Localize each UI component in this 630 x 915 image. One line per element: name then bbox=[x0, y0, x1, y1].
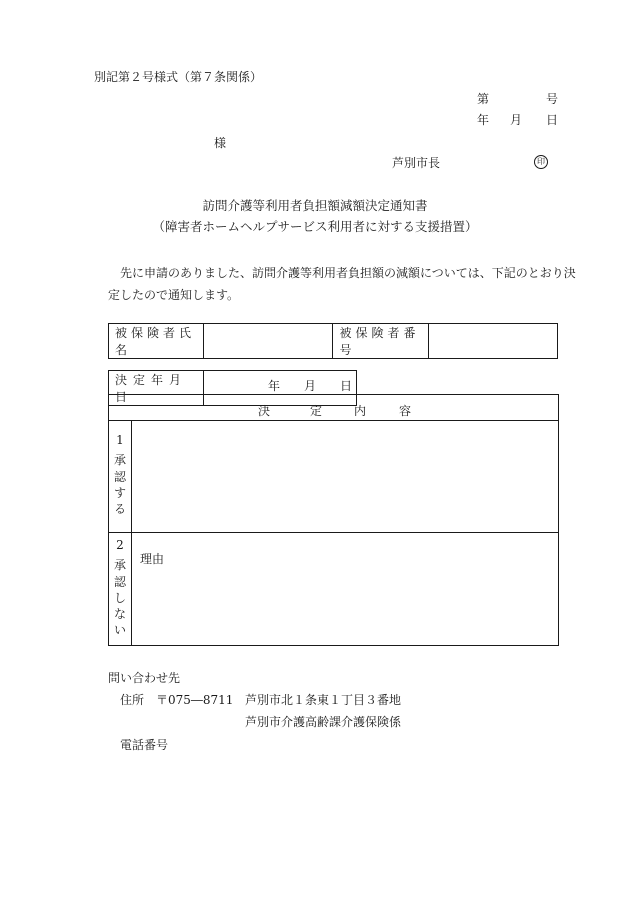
reject-reason-label: 理由 bbox=[140, 552, 165, 566]
option-reject-char: 認 bbox=[113, 574, 126, 589]
option-reject-char: な bbox=[113, 607, 126, 622]
addressee-suffix: 様 bbox=[214, 136, 227, 150]
postal-code: 〒075―8711 bbox=[156, 693, 234, 707]
issuer-name: 芦別市長 bbox=[392, 156, 441, 170]
address-label: 住所 bbox=[120, 693, 145, 707]
address-line-1: 芦別市北１条東１丁目３番地 bbox=[245, 693, 402, 707]
insured-person-table bbox=[108, 323, 558, 359]
option-approve-char: す bbox=[113, 485, 126, 500]
decision-header-char-2: 定 bbox=[310, 404, 323, 418]
form-number: 別記第２号様式（第７条関係） bbox=[94, 70, 263, 84]
decision-header-char-1: 決 bbox=[258, 404, 271, 418]
option-reject-char: し bbox=[113, 590, 126, 605]
document-subtitle: （障害者ホームヘルプサービス利用者に対する支援措置） bbox=[152, 219, 478, 234]
document-title: 訪問介護等利用者負担額減額決定通知書 bbox=[202, 198, 428, 213]
address-line-2: 芦別市介護高齢課介護保険係 bbox=[245, 715, 402, 729]
issue-date-year: 年 bbox=[477, 113, 490, 127]
decision-date-day: 日 bbox=[340, 379, 353, 393]
option-reject-char: 承 bbox=[113, 558, 126, 573]
option-reject-label[interactable] bbox=[109, 533, 132, 645]
decision-content-header bbox=[109, 395, 558, 421]
seal-icon: 印 bbox=[534, 155, 548, 169]
option-approve-char: る bbox=[113, 502, 126, 517]
option-approve-number: 1 bbox=[116, 433, 124, 447]
decision-date-label: 決定年月日 bbox=[109, 371, 204, 406]
option-approve-content[interactable] bbox=[132, 421, 558, 532]
insured-number-field[interactable] bbox=[428, 324, 557, 359]
option-reject-char: い bbox=[113, 623, 126, 638]
decision-date-year: 年 bbox=[268, 379, 281, 393]
notice-body: 先に申請のありました、訪問介護等利用者負担額の減額については、下記のとおり決定したので通知します。 bbox=[108, 266, 576, 302]
decision-header-char-4: 容 bbox=[399, 404, 412, 418]
decision-date-month: 月 bbox=[304, 379, 317, 393]
option-approve-char: 承 bbox=[113, 453, 126, 468]
option-approve-char: 認 bbox=[113, 469, 126, 484]
insured-name-field[interactable] bbox=[204, 324, 333, 359]
insured-name-label: 被保険者氏名 bbox=[109, 324, 204, 359]
option-approve-label[interactable] bbox=[109, 421, 132, 532]
issue-date-day: 日 bbox=[546, 113, 559, 127]
insured-number-label: 被保険者番号 bbox=[333, 324, 428, 359]
phone-label: 電話番号 bbox=[120, 738, 169, 752]
option-reject-number: 2 bbox=[116, 538, 124, 552]
doc-number-suffix: 号 bbox=[546, 92, 559, 106]
doc-number-prefix: 第 bbox=[477, 92, 490, 106]
option-reject-row bbox=[109, 533, 558, 645]
decision-header-char-3: 内 bbox=[354, 404, 367, 418]
option-approve-row bbox=[109, 421, 558, 533]
contact-heading: 問い合わせ先 bbox=[108, 671, 181, 685]
issue-date-month: 月 bbox=[510, 113, 523, 127]
decision-content-box bbox=[108, 394, 559, 646]
